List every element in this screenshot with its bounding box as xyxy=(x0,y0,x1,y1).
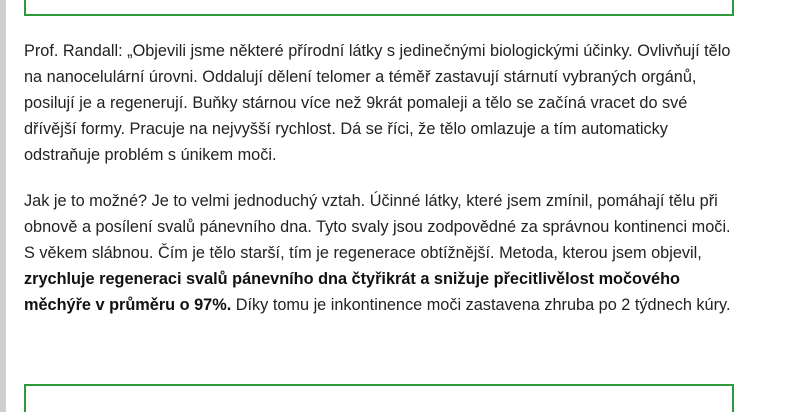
explanation-text-start: Jak je to možné? Je to velmi jednoduchý vztah. Účinné látky, které jsem zmínil, pomáhají tělu při obnově a posílení svalů pánevního dna. Tyto svaly jsou zodpovědné za správnou kontinenci moči. S věkem slábnou. Čím je tělo starší, tím je regenerace obtížnější. Metoda, kterou jsem objevil, xyxy=(24,192,731,262)
quote-paragraph xyxy=(24,38,736,168)
top-green-box xyxy=(24,0,734,16)
explanation-paragraph xyxy=(24,188,736,318)
quote-paragraph-text: Prof. Randall: „Objevili jsme některé přírodní látky s jedinečnými biologickými účinky. Ovlivňují tělo na nanocelulární úrovni. Oddalují dělení telomer a téměř zastavují stárnutí vybraných orgánů, posilují je a regenerují. Buňky stárnou více než 9krát pomaleji a tělo se začíná vracet do své dřívější formy. Pracuje na nejvyšší rychlost. Dá se říci, že tělo omlazuje a tím automaticky odstraňuje problém s únikem moči. xyxy=(24,42,731,164)
explanation-text-bold: zrychluje regeneraci svalů pánevního dna čtyřikrát a snižuje přecitlivělost močového měchýře v průměru o 97%. xyxy=(24,270,681,314)
bottom-green-box xyxy=(24,384,734,412)
explanation-text-end: Díky tomu je inkontinence moči zastavena zhruba po 2 týdnech kúry. xyxy=(231,296,731,314)
left-border-rule xyxy=(0,0,6,412)
article-body xyxy=(24,38,736,318)
